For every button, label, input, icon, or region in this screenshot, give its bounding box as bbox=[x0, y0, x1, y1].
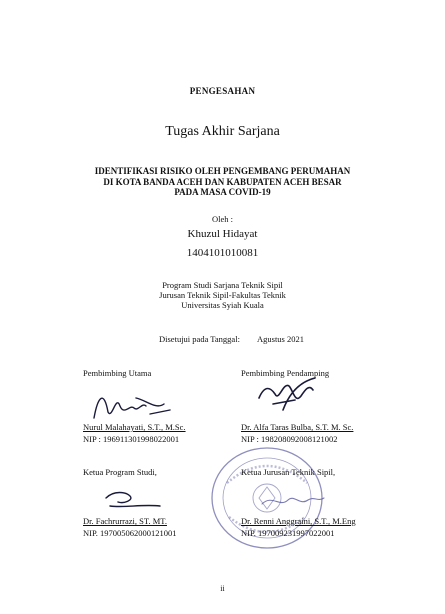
signature-1 bbox=[86, 384, 176, 424]
signatory-name: Dr. Alfa Taras Bulba, S.T. M. Sc. bbox=[241, 422, 354, 432]
approval-date: Agustus 2021 bbox=[257, 334, 304, 344]
signatory-name: Dr. Renni Anggraini, S.T., M.Eng bbox=[241, 516, 356, 526]
approval-label: Disetujui pada Tanggal: bbox=[159, 334, 240, 344]
signatory-name: Nurul Malahayati, S.T., M.Sc. bbox=[83, 422, 186, 432]
signatory-name: Dr. Fachrurrazi, ST. MT. bbox=[83, 516, 167, 526]
research-title-line: DI KOTA BANDA ACEH DAN KABUPATEN ACEH BESAR bbox=[103, 176, 342, 187]
signatory-role: Ketua Jurusan Teknik Sipil, bbox=[241, 467, 336, 477]
institution-line: Universitas Syiah Kuala bbox=[181, 300, 264, 310]
institution-line: Program Studi Sarjana Teknik Sipil bbox=[162, 280, 283, 290]
research-title-line: PADA MASA COVID-19 bbox=[174, 187, 271, 197]
by-label: Oleh : bbox=[211, 214, 233, 224]
research-title bbox=[0, 166, 445, 198]
signatory-nip: NIP : 196911301998022001 bbox=[83, 434, 180, 444]
document-type: Tugas Akhir Sarjana bbox=[165, 124, 280, 139]
signatory-nip: NIP. 197005062000121001 bbox=[83, 528, 177, 538]
signatory-role: Pembimbing Pendamping bbox=[241, 368, 330, 378]
signature-2 bbox=[255, 374, 325, 418]
research-title-line: IDENTIFIKASI RISIKO OLEH PENGEMBANG PERUMAHAN bbox=[94, 166, 351, 176]
signature-3 bbox=[100, 484, 170, 514]
page-number: ii bbox=[220, 584, 225, 593]
signatory-nip: NIP. 197009231997022001 bbox=[241, 528, 335, 538]
signatory-role: Ketua Program Studi, bbox=[83, 467, 157, 477]
page-title: PENGESAHAN bbox=[189, 86, 256, 96]
signature-4 bbox=[258, 488, 328, 514]
signatory-nip: NIP : 198208092008121002 bbox=[241, 434, 338, 444]
institution-line: Jurusan Teknik Sipil-Fakultas Teknik bbox=[159, 290, 286, 300]
author-nim: 1404101010081 bbox=[186, 247, 259, 259]
author-name: Khuzul Hidayat bbox=[187, 228, 258, 240]
institution-block bbox=[0, 280, 445, 310]
signatory-role: Pembimbing Utama bbox=[83, 368, 152, 378]
